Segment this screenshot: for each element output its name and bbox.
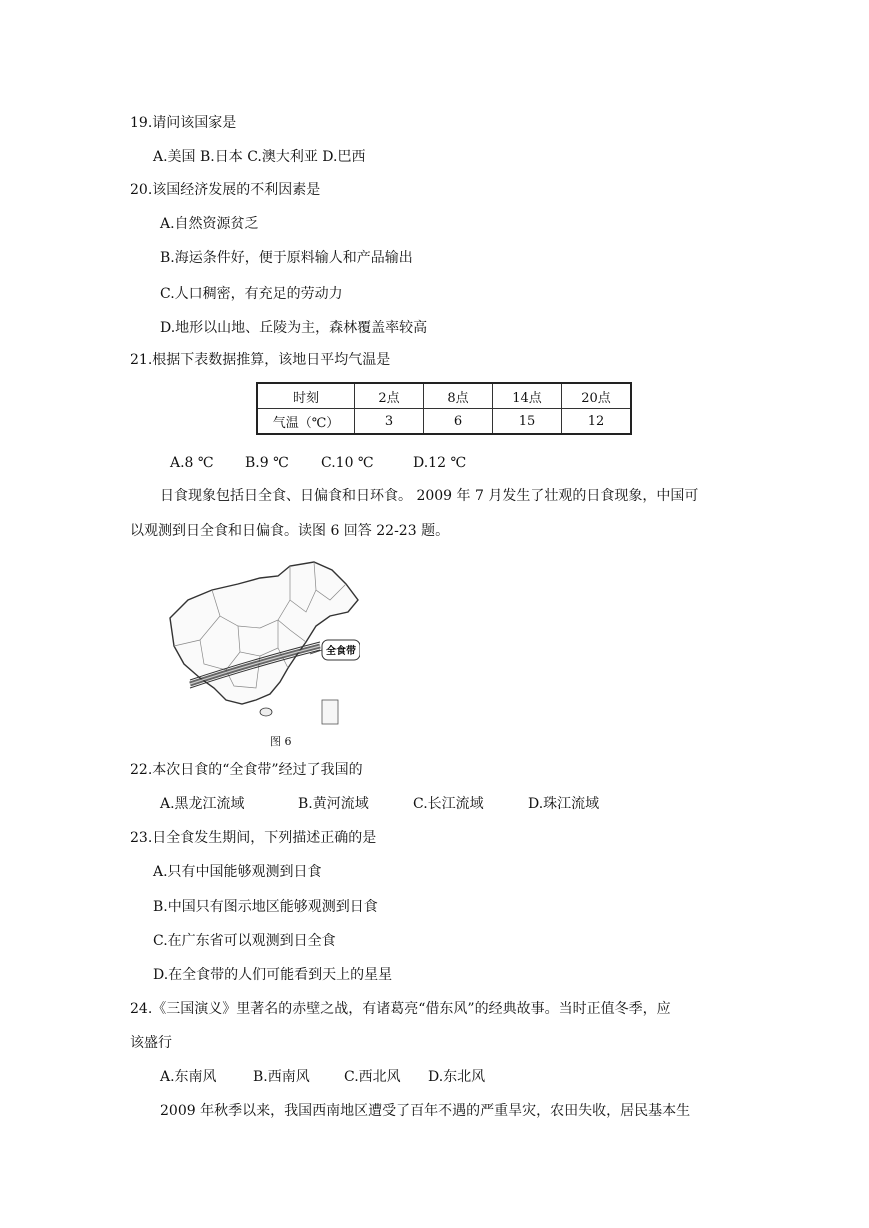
q22-option-c: C.长江流域 <box>413 796 484 812</box>
q20-option-c: C.人口稠密，有充足的劳动力 <box>160 286 343 302</box>
q24-option-c: C.西北风 <box>344 1069 401 1085</box>
q23-option-a: A.只有中国能够观测到日食 <box>153 864 322 880</box>
table-cell: 气温（℃） <box>257 409 355 435</box>
q22-option-b: B.黄河流域 <box>298 796 369 812</box>
table-cell: 8点 <box>424 383 493 409</box>
q20-stem: 20.该国经济发展的不利因素是 <box>130 182 321 198</box>
q24-stem-line2: 该盛行 <box>130 1035 172 1051</box>
table-cell: 20点 <box>562 383 632 409</box>
q22-stem: 22.本次日食的“全食带”经过了我国的 <box>130 762 363 778</box>
q22-option-d: D.珠江流域 <box>528 796 600 812</box>
q24-option-d: D.东北风 <box>428 1069 486 1085</box>
eclipse-intro-line2: 以观测到日全食和日偏食。读图 6 回答 22-23 题。 <box>130 523 450 539</box>
q23-option-d: D.在全食带的人们可能看到天上的星星 <box>153 967 393 983</box>
q24-stem-line1: 24.《三国演义》里著名的赤壁之战，有诸葛亮“借东风”的经典故事。当时正值冬季，应 <box>130 1001 671 1017</box>
q23-option-b: B.中国只有图示地区能够观测到日食 <box>153 899 378 915</box>
q21-stem: 21.根据下表数据推算，该地日平均气温是 <box>130 352 391 368</box>
q21-option-a: A.8 ℃ <box>170 455 214 471</box>
q23-stem: 23.日全食发生期间，下列描述正确的是 <box>130 830 377 846</box>
table-cell: 12 <box>562 409 632 435</box>
table-cell: 6 <box>424 409 493 435</box>
china-eclipse-map <box>160 560 360 730</box>
q22-option-a: A.黑龙江流域 <box>160 796 245 812</box>
q19-options: A.美国 B.日本 C.澳大利亚 D.巴西 <box>153 149 366 165</box>
temperature-table <box>256 382 632 435</box>
band-label: 全食带 <box>326 646 356 657</box>
q19-stem: 19.请问该国家是 <box>130 115 237 131</box>
table-cell: 时刻 <box>257 383 355 409</box>
q20-option-d: D.地形以山地、丘陵为主，森林覆盖率较高 <box>160 320 428 336</box>
table-cell: 14点 <box>493 383 562 409</box>
figure-caption: 图 6 <box>270 735 292 748</box>
table-cell: 15 <box>493 409 562 435</box>
q24-option-a: A.东南风 <box>160 1069 217 1085</box>
q23-option-c: C.在广东省可以观测到日全食 <box>153 933 336 949</box>
table-row <box>257 409 631 435</box>
q21-option-d: D.12 ℃ <box>413 455 467 471</box>
q20-option-a: A.自然资源贫乏 <box>160 216 259 232</box>
table-cell: 3 <box>355 409 424 435</box>
q20-option-b: B.海运条件好，便于原料输人和产品输出 <box>160 250 413 266</box>
q24-option-b: B.西南风 <box>253 1069 310 1085</box>
drought-intro-line1: 2009 年秋季以来，我国西南地区遭受了百年不遇的严重旱灾，农田失收，居民基本生 <box>160 1103 691 1119</box>
q21-option-b: B.9 ℃ <box>245 455 289 471</box>
table-row <box>257 383 631 409</box>
table-cell: 2点 <box>355 383 424 409</box>
q21-option-c: C.10 ℃ <box>321 455 374 471</box>
eclipse-intro-line1: 日食现象包括日全食、日偏食和日环食。 2009 年 7 月发生了壮观的日食现象，中国可 <box>160 488 699 504</box>
